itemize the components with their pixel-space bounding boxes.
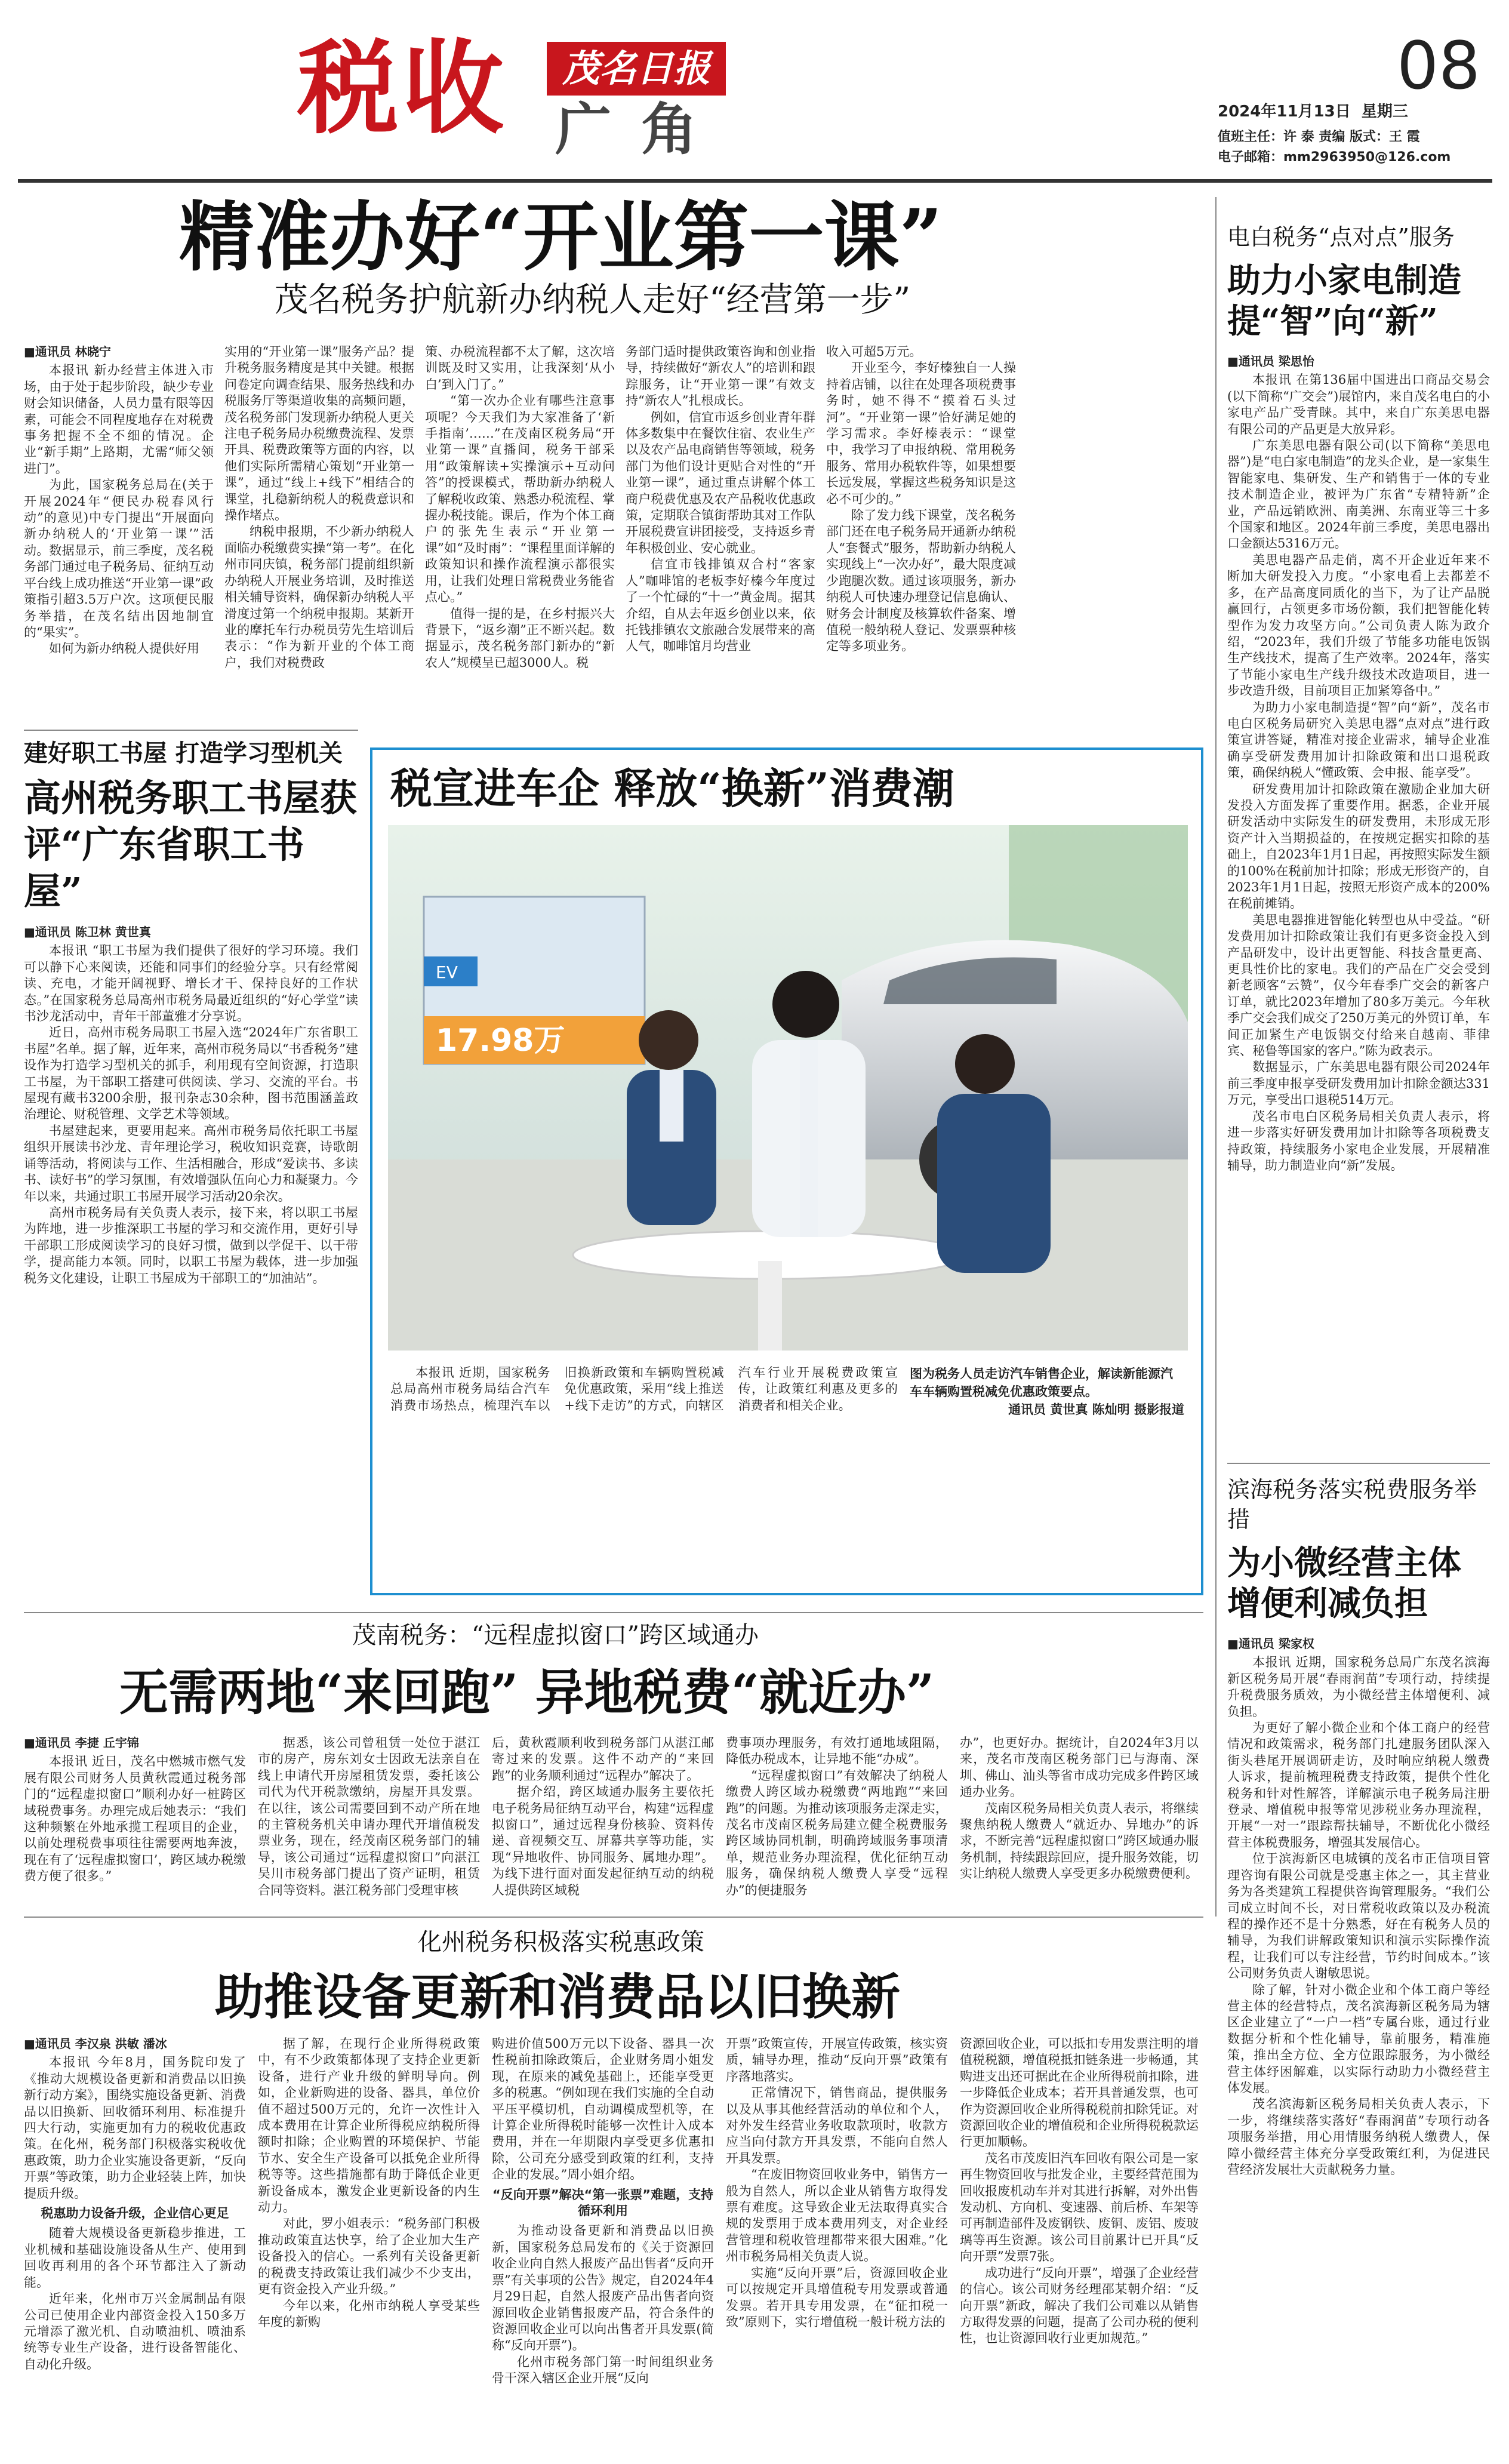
ev-badge-text: EV (436, 962, 458, 982)
paragraph: 除了发力线下课堂，茂名税务部门还在电子税务局开通新办纳税人“套餐式”服务，帮助新办纳税人实现线上“一次办好”，最大限度减少跑腿次数。通过该项服务，新办纳税人可快速办理登记信息确认、财务会计制度及核算软件备案、增值税一般纳税人登记、发票票种核定等多项业务。 (826, 508, 1016, 654)
paragraph: 茂南区税务局相关负责人表示，将继续聚焦纳税人缴费人“就近办、异地办”的诉求，不断完善“远程虚拟窗口”跨区域通办服务机制，持续跟踪回应，提升服务效能，切实让纳税人缴费人享受更多办税缴费便利。 (960, 1801, 1199, 1881)
mid-section-rule (24, 1612, 1203, 1613)
subheading: “反向开票”解决“第一张票”难题，支持循环利用 (492, 2187, 714, 2219)
right-top-title: 助力小家电制造提“智”向“新” (1227, 261, 1461, 341)
mid-title: 无需两地“来回跑” 异地税费“就近办” (119, 1664, 935, 1721)
lead-title: 精准办好“开业第一课” (179, 193, 943, 281)
paragraph: “远程虚拟窗口”有效解决了纳税人缴费人跨区域办税缴费“两地跑”“来回跑”的问题。为推动该项服务走深走实，茂名市茂南区税务局建立健全税费服务跨区域协同机制，明确跨域服务事项清单，规范业务办理流程，优化征纳互动服务，确保纳税人缴费人享受“远程办”的便捷服务 (726, 1768, 948, 1897)
paragraph: 今年以来，化州市纳税人享受某些年度的新购 (258, 2298, 480, 2329)
paragraph: 资源回收企业，可以抵扣专用发票注明的增值税税额，增值税抵扣链条进一步畅通，其购进支出还可据此在企业所得税前扣除，进一步降低企业成本；若开具普通发票，也可作为资源回收企业所得税税前扣除凭证。对资源回收企业的增值税和企业所得税税款运行更加顺畅。 (960, 2037, 1199, 2149)
table-leg (758, 1261, 782, 1351)
right-top-byline: ■通讯员 梁思怡 (1227, 354, 1314, 368)
paragraph: 茂名市电白区税务局相关负责人表示，将进一步落实好研发费用加计扣除等各项税费支持政策，持续服务小家电企业发展，开展精准辅导，助力制造业向“新”发展。 (1227, 1109, 1490, 1173)
paragraph: 本报讯 “职工书屋为我们提供了很好的学习环境。我们可以静下心来阅读，还能和同事们的经验分享。只有经常阅读、充电，才能开阔视野、增长才干、保持良好的工作状态。”在国家税务总局高州市税务局最近组织的“好心学堂”读书沙龙活动中，青年干部董雅才分享说。 (24, 943, 358, 1024)
bottom-col-3 (492, 2036, 714, 2387)
paragraph: 收入可超5万元。 (826, 344, 922, 359)
left-article (24, 738, 358, 1287)
paragraph: 据悉，该公司曾租赁一处位于湛江市的房产，房东刘女士因政无法亲自在线上申请代开房屋租赁发票，委托该公司代为代开税款缴纳，房屋开具发票。在以往，该公司需要回到不动产所在地的主管税务机关申请办理代开增值税发票业务，现在，经茂南区税务部门的辅导，该公司通过“远程虚拟窗口”向湛江吴川市税务部门提出了资产证明，租赁合同等资料。湛江税务部门受理审核 (258, 1736, 480, 1897)
paragraph: 务部门适时提供政策咨询和创业指导，持续做好“新农人”的培训和跟踪服务，让“开业第一课”有效支持“新农人”扎根成长。 (626, 344, 815, 408)
right-mid-byline: ■通讯员 梁家权 (1227, 1636, 1314, 1651)
left-section-rule (24, 730, 358, 731)
left-kicker: 建好职工书屋 打造学习型机关 (24, 739, 343, 767)
paragraph: 纳税申报期，不少新办纳税人面临办税缴费实操“第一考”。在化州市同庆镇，税务部门提前组织新办纳税人开展业务培训，及时推送相关辅导资料，确保新办纳税人平滑度过第一个纳税申报期。某新开业的摩托车行办税员劳先生培训后表示：“作为新开业的个体工商户，我们对税费政 (224, 524, 414, 670)
bottom-byline: ■通讯员 李汉泉 洪敏 潘冰 (24, 2037, 167, 2051)
paragraph: 如何为新办纳税人提供好用 (49, 641, 199, 656)
paragraph: 为此，国家税务总局在(关于开展2024年“便民办税春风行动”的意见)中专门提出“开展面向新办纳税人的‘开业第一课’”活动。数据显示，前三季度，茂名税务部门通过电子税务局、征纳互动平台线上成功推送“开业第一课”政策指引超3.5万户次。这项便民服务举措，在茂名结出因地制宜的“果实”。 (24, 478, 214, 639)
bottom-section-rule (24, 1917, 1203, 1918)
paragraph: 正常情况下，销售商品，提供服务以及从事其他经营活动的单位和个人，对外发生经营业务收取款项时，收款方应当向付款方开具发票，不能向自然人开具发票。 (726, 2085, 948, 2165)
bottom-col-2 (258, 2036, 480, 2330)
paragraph: 近日，高州市税务局职工书屋入选“2024年广东省职工书屋”名单。据了解，近年来，高州市税务局以“书香税务”建设作为打造学习型机关的抓手，利用现有空间资源，打造职工书屋，为干部职工搭建可供阅读、学习、交流的平台。书屋现有藏书3200余册，报刊杂志30余种，图书范围涵盖政治理论、财税管理、文学艺术等领域。 (24, 1025, 358, 1122)
lead-col-1 (24, 344, 214, 657)
mid-col-1 (24, 1735, 246, 1885)
paragraph: 本报讯 在第136届中国进出口商品交易会(以下简称“广交会”)展馆内，来自茂名电白的小家电产品广受青睐。其中，来自广东美思电器有限公司的产品更是大放异彩。 (1227, 373, 1490, 436)
paragraph: “在废旧物资回收业务中，销售方一般为自然人，所以企业从销售方取得发票有难度。这导致企业无法取得真实合规的发票用于成本费用列支，对企业经营管理和税收管理都带来很大困难。”化州市税务局相关负责人说。 (726, 2167, 948, 2264)
bottom-col-1 (24, 2036, 246, 2373)
lead-byline: ■通讯员 林晓宁 (24, 344, 111, 359)
paragraph: 本报讯 近日，茂名中燃城市燃气发展有限公司财务人员黄秋霞通过税务部门的“远程虚拟窗口”顺利办好一桩跨区域税费事务。办理完成后她表示：“我们这种频繁在外地承揽工程项目的企业，以前处理税费事项往往需要两地奔波，现在有了‘远程虚拟窗口’，跨区域办税缴费方便了很多。” (24, 1754, 246, 1884)
paragraph: 本报讯 新办经营主体进入市场，由于处于起步阶段，缺少专业财会知识储备，人员力量有限等因素，可能会不同程度地存在对税费事务把握不全不细的情况。企业“新手期”上路期，尤需“师父领进门”。 (24, 363, 214, 476)
section-title: 税收 (297, 29, 508, 148)
subsection-title: 广角 (555, 97, 728, 162)
mid-col-5 (960, 1735, 1199, 1882)
photo-caption-left (390, 1365, 898, 1414)
newspaper-name: 茂名日报 (562, 47, 710, 90)
right-section-rule (1227, 1463, 1490, 1464)
paragraph: 书屋建起来，更要用起来。高州市税务局依托职工书屋组织开展读书沙龙、青年理论学习，税收知识竞赛，诗歌朗诵等活动，将阅读与工作、生活相融合，形成“爱读书、多读书、读好书”的学习氛围，有效增强队伍向心力和凝聚力。今年以来，共通过职工书屋开展学习活动20余次。 (24, 1123, 358, 1204)
paragraph: 策、办税流程都不太了解，这次培训既及时又实用，让我深刻‘从小白’到入门了。” (425, 344, 615, 392)
paragraph: 为推动设备更新和消费品以旧换新，国家税务总局发布的《关于资源回收企业向自然人报废产品出售者“反向开票”有关事项的公告》规定，自2024年4月29日起，自然人报废产品出售者向资源回收企业销售报废产品，符合条件的资源回收企业可以向出售者开具发票(简称“反向开票”)。 (492, 2223, 714, 2353)
column-divider (1215, 197, 1217, 1917)
email-line: 电子邮箱：mm2963950@126.com (1218, 150, 1451, 165)
left-byline: ■通讯员 陈卫林 黄世真 (24, 925, 151, 939)
subheading: 税惠助力设备升级，企业信心更足 (41, 2206, 229, 2221)
paragraph: 办”，也更好办。据统计，自2024年3月以来，茂名市茂南区税务部门已与海南、深圳、佛山、汕头等省市成功完成多件跨区域通办业务。 (960, 1736, 1199, 1799)
mid-col-3 (492, 1735, 714, 1899)
left-body (24, 924, 358, 1287)
promo-price-text: 17.98万 (436, 1023, 565, 1059)
photo-feature-title: 税宣进车企 释放“换新”消费潮 (390, 764, 954, 813)
paragraph: 开票”政策宣传，开展宣传政策，核实资质，辅导办理，推动“反向开票”政策有序落地落实。 (726, 2037, 948, 2084)
paragraph: 位于滨海新区电城镇的茂名市正信项目管理咨询有限公司就是受惠主体之一，其主营业务为各类建筑工程提供咨询管理服务。“我们公司成立时间不长，对日常税收政策以及办税流程的操作还不是十分熟悉，好在有税务人员的辅导，为我们讲解政策知识和演示实际操作流程，让我们可以专注经营，节约时间成本。”该公司财务负责人谢敏思说。 (1227, 1851, 1490, 1981)
bottom-kicker: 化州税务积极落实税惠政策 (418, 1928, 704, 1956)
newspaper-logo (547, 42, 726, 96)
paragraph: 为助力小家电制造提“智”向“新”，茂名市电白区税务局研究入美思电器“点对点”进行政策宣讲答疑，精准对接企业需求，辅导企业准确享受研发费用加计扣除政策和出口退税政策，确保纳税人“懂政策、会申报、能享受”。 (1227, 700, 1490, 780)
paragraph: 购进价值500万元以下设备、器具一次性税前扣除政策后，企业财务周小姐发现，在原来的减免基础上，还能享受更多的税惠。“例如现在我们实施的全自动平压平模切机，自动调模成型机等，在计算企业所得税时能够一次性计入成本费用，并在一年期限内享受更多优惠扣除，公司充分感受到政策的红利，支持企业的发展。”周小姐介绍。 (492, 2037, 714, 2182)
paragraph: 茂名市茂废旧汽车回收有限公司是一家再生物资回收与批发企业，主要经营范围为回收报废机动车并对其进行拆解，对外出售发动机、方向机、变速器、前后桥、车架等可再制造部件及废钢铁、废铜、废铝、废玻璃等再生资源。该公司目前累计已开具“反向开票”发票7张。 (960, 2151, 1199, 2264)
bottom-col-4 (726, 2036, 948, 2330)
paragraph: 信宜市钱排镇双合村“客家人”咖啡馆的老板李好榛今年度过了一个忙碌的“十一”黄金周。据其介绍，自从去年返乡创业以来，依托钱排镇农文旅融合发展带来的高人气，咖啡馆月均营业 (626, 557, 815, 654)
mid-kicker: 茂南税务：“远程虚拟窗口”跨区域通办 (352, 1622, 759, 1649)
lead-col-3 (425, 344, 615, 671)
page-number: 08 (1397, 27, 1480, 104)
right-top-article (1227, 222, 1490, 1174)
paragraph: 除了解，针对小微企业和个体工商户等经营主体的经营特点，茂名滨海新区税务局为辖区企业建立了“一户一档”专属台账，通过行业数据分析和个性化辅导，靠前服务，精准施策，推出全方位、全方位跟踪服务，为小微经营主体纾困解难，以实际行动助力小微经营主体发展。 (1227, 1982, 1490, 2095)
masthead (0, 0, 1509, 197)
paragraph: 本报讯 近期，国家税务总局广东茂名滨海新区税务局开展“春雨润苗”专项行动，持续提升税费服务质效，为小微经营主体增便利、减负担。 (1227, 1655, 1490, 1719)
paragraph: 美思电器推进智能化转型也从中受益。“研发费用加计扣除政策让我们有更多资金投入到产品研发中，设计出更智能、科技含量更高、更具性价比的家电。我们的产品在广交会受到新老顾客“云赞”，仅今年春季广交会的新客户订单，就比2023年增加了80多万美元。今年秋季广交会我们成交了250万美元的外贸订单，车间正加紧生产电饭锅交付给来自越南、菲律宾、秘鲁等国家的客户。”陈为政表示。 (1227, 912, 1490, 1059)
photo-credit: 通讯员 黄世真 陈灿明 摄影报道 (1008, 1402, 1184, 1417)
paragraph: 高州市税务局有关负责人表示，接下来，将以职工书屋为阵地，进一步推深职工书屋的学习和交流作用，更好引导干部职工形成阅读学习的良好习惯，做到以学促干、以干带学，提高能力本领。同时，以职工书屋为载体，进一步加强税务文化建设，让职工书屋成为干部职工的“加油站”。 (24, 1205, 358, 1285)
right-mid-body (1227, 1636, 1490, 2178)
mid-byline: ■通讯员 李捷 丘宇锦 (24, 1736, 139, 1750)
paragraph: 实用的“开业第一课”服务产品？提升税务服务精度是其中关键。根据问卷定向调查结果、服务热线和办税服务厅等渠道收集的高频问题，茂名税务部门发现新办纳税人更关注电子税务局办税缴费流程、发票开具、税费政策等方面的内容，以他们实际所需精心策划“开业第一课”，通过“线上+线下”相结合的课堂，扎稳新纳税人的税费意识和操作堵点。 (224, 344, 414, 523)
photo-image (388, 825, 1188, 1351)
paragraph: 后，黄秋霞顺利收到税务部门从湛江邮寄过来的发票。这件不动产的“来回跑”的业务顺利通过“远程办”解决了。 (492, 1736, 714, 1783)
lead-col-5 (826, 344, 1016, 655)
issue-date (1218, 99, 1408, 121)
masthead-rule (18, 179, 1492, 183)
paragraph: 费事项办理服务，有效打通地域阻隔，降低办税成本，让异地不能“办成”。 (726, 1736, 948, 1767)
bottom-title: 助推设备更新和消费品以旧换新 (215, 1968, 901, 2026)
paragraph: 成功进行“反向开票”，增强了企业经营的信心。该公司财务经理邵某朝介绍：“反向开票”新政，解决了我们公司难以从销售方取得发票的问题，提高了公司办税的便利性，也让资源回收行业更加规范。” (960, 2265, 1199, 2346)
lead-col-2 (224, 344, 414, 671)
paragraph: 数据显示，广东美思电器有限公司2024年前三季度申报享受研发费用加计扣除金额达331万元，享受出口退税514万元。 (1227, 1060, 1490, 1108)
lead-subtitle: 茂名税务护航新办纳税人走好“经营第一步” (275, 281, 911, 319)
lead-col-4 (626, 344, 815, 655)
paragraph: 随着大规模设备更新稳步推进，工业机械和基础设施设备从生产、使用到回收再利用的各个环节都注入了新动能。 (24, 2226, 246, 2290)
right-mid-article (1227, 1475, 1490, 2178)
editor-line: 值班主任：许 泰 责编 版式：王 霞 (1218, 130, 1420, 144)
paragraph: 广东美思电器有限公司(以下简称“美思电器”)是“电白家电制造”的龙头企业，是一家集生智能家电、集研发、生产和销售于一体的专业技术制造企业，被评为广东省“专精特新”企业，产品远销欧洲、南美洲、东南亚等三十多个国家和地区。2024年前三季度，美思电器出口金额达5316万元。 (1227, 438, 1490, 551)
weekday-text: 星期三 (1361, 103, 1408, 121)
right-mid-kicker: 滨海税务落实税费服务举措 (1227, 1476, 1477, 1533)
paragraph: 茂名滨海新区税务局相关负责人表示，下一步，将继续落实落好“春雨润苗”专项行动各项服务举措，用心用情服务纳税人缴费人，保障小微经营主体充分享受政策红利，为促进民营经济发展壮大贡献税务力量。 (1227, 2097, 1490, 2177)
paragraph: 例如，信宜市返乡创业青年群体多数集中在餐饮住宿、农业生产以及农产品电商销售等领域，税务部门为他们设计更贴合对性的“开业第一课”，通过重点讲解个体工商户税费优惠及农产品税收优惠政策，定期联合镇街帮助其对工作队开展税费宣讲团接受，支持返乡青年积极创业、安心就业。 (626, 410, 815, 555)
paragraph: 研发费用加计扣除政策在激励企业加大研发投入方面发挥了重要作用。据悉，企业开展研发活动中实际发生的研发费用，未形成无形资产计入当期损益的，在按规定据实扣除的基础上，自2023年1月1日起，再按照实际发生额的100%在税前加计扣除；形成无形资产的，自2023年1月1日起，按照无形资产成本的200%在税前摊销。 (1227, 782, 1490, 911)
paragraph: “第一次办企业有哪些注意事项呢？今天我们为大家准备了‘新手指南’……”在茂南区税务局“开业第一课”直播间，税务干部采用“政策解读+实操演示+互动问答”的授课模式，帮助新办纳税人了解税收政策、熟悉办税流程、掌握办税技能。课后，作为个体工商户的张先生表示“开业第一课”如“及时雨”：“课程里面详解的政策知识和操作流程演示都很实用，让我们处理日常税费业务能省点心。” (425, 393, 615, 605)
mid-col-4 (726, 1735, 948, 1899)
right-top-kicker: 电白税务“点对点”服务 (1227, 224, 1455, 250)
photo-feature-box (370, 747, 1203, 1595)
paragraph: 开业至今，李好榛独自一人操持着店铺，以往在处理各项税费事务时，她不得不“摸着石头过河”。“开业第一课”恰好满足她的学习需求。李好榛表示：“课堂中，我学习了申报纳税、常用税务服务、常用办税软件等，如果想要长远发展，掌握这些税务知识是这必不可少的。” (826, 361, 1016, 506)
photo-caption-right (910, 1365, 1184, 1419)
right-mid-title: 为小微经营主体增便利减负担 (1227, 1543, 1461, 1623)
bottom-col-5 (960, 2036, 1199, 2347)
paragraph: 近年来，化州市万兴金属制品有限公司已使用企业内部资金投入150多万元增添了激光机、自动喷油机、喷油系统等专业生产设备，进行设备智能化、自动化升级。 (24, 2291, 246, 2371)
paragraph: 对此，罗小姐表示：“税务部门积极推动政策直达快享，给了企业加大生产设备投入的信心。一系列有关设备更新的税费支持政策让我们减少不少支出，更有资金投入产业升级。” (258, 2216, 480, 2297)
paragraph: 化州市税务部门第一时间组织业务骨干深入辖区企业开展“反向 (492, 2354, 714, 2386)
paragraph: 值得一提的是，在乡村振兴大背景下，“返乡潮”正不断兴起。数据显示，茂名税务部门新办的“新农人”规模呈已超3000人。税 (425, 606, 615, 670)
paragraph: 美思电器产品走俏，离不开企业近年来不断加大研发投入力度。“小家电看上去都差不多，在产品高度同质化的当下，为了让产品脱赢回行，占领更多市场份额，我们把智能化转型作为发力攻坚方向。”公司负责人陈为政介绍，“2023年，我们升级了节能多功能电饭锅生产线技术，提高了生产效率。2024年，落实了节能小家电生产线升级技术改造项目，进一步改造升级，目前项目正加紧筹备中。” (1227, 552, 1490, 699)
paragraph: 本报讯 近期，国家税务总局高州市税务局结合汽车消费市场热点，梳理汽车以旧换新政策和车辆购置税减免优惠政策，采用“线上推送+线下走访”的方式，向辖区汽车行业开展税费政策宣传，让政策红利惠及更多的消费者和相关企业。 (390, 1365, 898, 1413)
right-top-body (1227, 353, 1490, 1174)
paragraph: 据了解，在现行企业所得税政策中，有不少政策都体现了支持企业更新设备，进行产业升级的鲜明导向。例如，企业新购进的设备、器具，单位价值不超过500万元的，允许一次性计入成本费用在计算企业所得税应纳税所得额时扣除；企业购置的环境保护、节能节水、安全生产设备可以抵免企业所得税等等。这些措施都有助于降低企业更新设备成本，激发企业更新设备的内生动力。 (258, 2037, 480, 2215)
paragraph: 实施“反向开票”后，资源回收企业可以按规定开具增值税专用发票或普通发票。若开具专用发票，在“征扣税一致”原则下，实行增值税一般计税方法的 (726, 2265, 948, 2329)
date-text: 2024年11月13日 (1218, 103, 1351, 121)
paragraph: 本报讯 今年8月，国务院印发了《推动大规模设备更新和消费品以旧换新行动方案》，围绕实施设备更新、消费品以旧换新、回收循环利用、标准提升四大行动，实施更加有力的税收优惠政策。在化州，税务部门积极落实税收优惠政策，助力企业实施设备更新，“反向开票”等政策，助力企业轻装上阵，加快提质升级。 (24, 2055, 246, 2201)
paragraph: 为更好了解小微企业和个体工商户的经营情况和政策需求，税务部门扎建服务团队深入街头巷尾开展调研走访，及时响应纳税人缴费人诉求，提前梳理税费支持政策，提供个性化税务和针对性解答，详解演示电子税务局注册登录、增值税申报等常见涉税业务办理流程，开展“一对一”跟踪帮扶辅导，不断优化小微经营主体税费服务，增强其发展信心。 (1227, 1721, 1490, 1850)
paragraph: 据介绍，跨区域通办服务主要依托电子税务局征纳互动平台，构建“远程虚拟窗口”，通过远程身份核验、资料传递、音视频交互、屏幕共享等功能，实现“异地收件、协同服务、属地办理”。为线下进行面对面发起征纳互动的纳税人提供跨区域税 (492, 1785, 714, 1897)
photo-caption-text: 图为税务人员走访汽车销售企业，解读新能源汽车车辆购置税减免优惠政策要点。 (910, 1367, 1173, 1399)
left-title: 高州税务职工书屋获评“广东省职工书屋” (24, 776, 358, 913)
mid-col-2 (258, 1735, 480, 1899)
